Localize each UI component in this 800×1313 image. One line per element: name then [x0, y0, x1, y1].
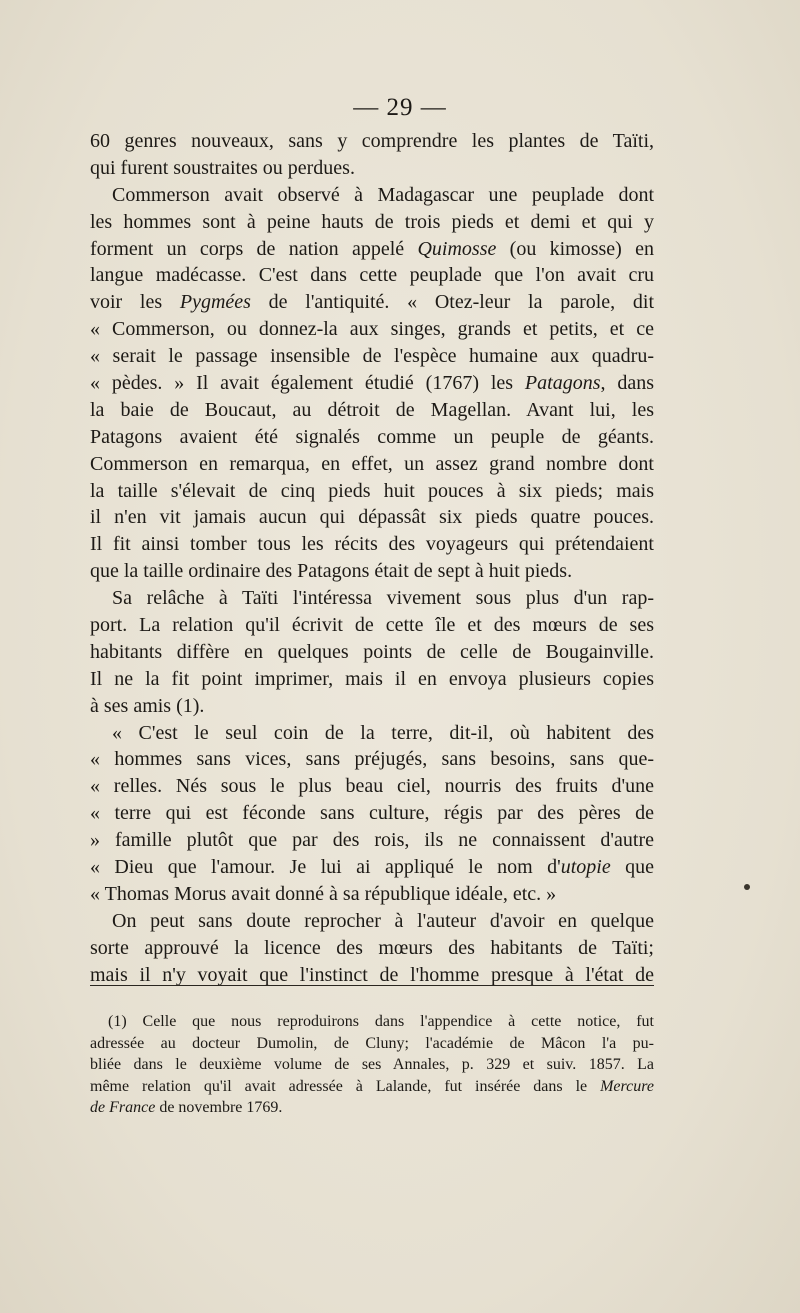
text-line: 60 genres nouveaux, sans y comprendre les plantes de Taïti, [90, 130, 654, 152]
text-line: « Thomas Morus avait donné à sa république idéale, etc. » [90, 882, 557, 905]
text-line: la taille s'élevait de cinq pieds huit pouces à six pieds; mais [90, 479, 654, 502]
text-line: port. La relation qu'il écrivit de cette île et des mœurs de ses [90, 614, 654, 637]
text-line: « C'est le seul coin de la terre, dit-il, où habitent des [112, 721, 654, 744]
text-line: Patagons avaient été signalés comme un peuple de géants. [90, 425, 654, 448]
text-line: « Commerson, ou donnez-la aux singes, grands et petits, et ce [90, 318, 654, 341]
text-line: Il fit ainsi tomber tous les récits des voyageurs qui prétendaient [90, 533, 654, 556]
footnote-separator [90, 985, 654, 986]
text-line: langue madécasse. C'est dans cette peuplade que l'on avait cru [90, 264, 654, 287]
footnote-line: même relation qu'il avait adressée à Lalande, fut insérée dans le Mercure [90, 1077, 654, 1095]
text-line: « hommes sans vices, sans préjugés, sans besoins, sans que- [90, 748, 654, 771]
text-line: que la taille ordinaire des Patagons était de sept à huit pieds. [90, 560, 573, 583]
text-line: « relles. Nés sous le plus beau ciel, nourris des fruits d'une [90, 775, 654, 798]
footnote-line: (1) Celle que nous reproduirons dans l'appendice à cette notice, fut [108, 1013, 654, 1030]
footnote-line: adressée au docteur Dumolin, de Cluny; l'académie de Mâcon l'a pu- [90, 1034, 654, 1052]
text-line: à ses amis (1). [90, 694, 205, 717]
text-line: la baie de Boucaut, au détroit de Magellan. Avant lui, les [90, 398, 654, 421]
text-line: il n'en vit jamais aucun qui dépassât six pieds quatre pouces. [90, 506, 654, 529]
text-line: « serait le passage insensible de l'espèce humaine aux quadru- [90, 345, 654, 368]
body-text [90, 128, 654, 989]
footnotes [90, 1011, 654, 1119]
text-line: qui furent soustraites ou perdues. [90, 156, 355, 179]
text-line: Il ne la fit point imprimer, mais il en envoya plusieurs copies [90, 667, 654, 690]
text-line: Sa relâche à Taïti l'intéressa vivement sous plus d'un rap- [112, 587, 654, 610]
text-line: voir les Pygmées de l'antiquité. « Otez-leur la parole, dit [90, 291, 655, 314]
footnote-line: de France de novembre 1769. [90, 1099, 283, 1117]
text-line: « pèdes. » Il avait également étudié (1767) les Patagons, dans [90, 372, 655, 395]
text-line: « Dieu que l'amour. Je lui ai appliqué le nom d'utopie que [90, 856, 654, 879]
text-line: Commerson en remarqua, en effet, un assez grand nombre dont [90, 452, 654, 475]
text-line: les hommes sont à peine hauts de trois pieds et demi et qui y [90, 210, 654, 233]
text-line: habitants diffère en quelques points de celle de Bougainville. [90, 640, 654, 663]
text-line: « terre qui est féconde sans culture, régis par des pères de [90, 802, 654, 825]
text-line: sorte approuvé la licence des mœurs des habitants de Taïti; [90, 936, 654, 959]
text-line: » famille plutôt que par des rois, ils ne connaissent d'autre [90, 829, 654, 852]
text-line: Commerson avait observé à Madagascar une peuplade dont [112, 183, 654, 206]
text-line: mais il n'y voyait que l'instinct de l'homme presque à l'état de [90, 963, 654, 986]
text-line: On peut sans doute reprocher à l'auteur d'avoir en quelque [112, 909, 654, 932]
ink-speck [744, 884, 750, 890]
text-line: forment un corps de nation appelé Quimosse (ou kimosse) en [90, 237, 654, 260]
page-number: — 29 — [353, 94, 447, 121]
footnote-line: bliée dans le deuxième volume de ses Annales, p. 329 et suiv. 1857. La [90, 1056, 654, 1074]
